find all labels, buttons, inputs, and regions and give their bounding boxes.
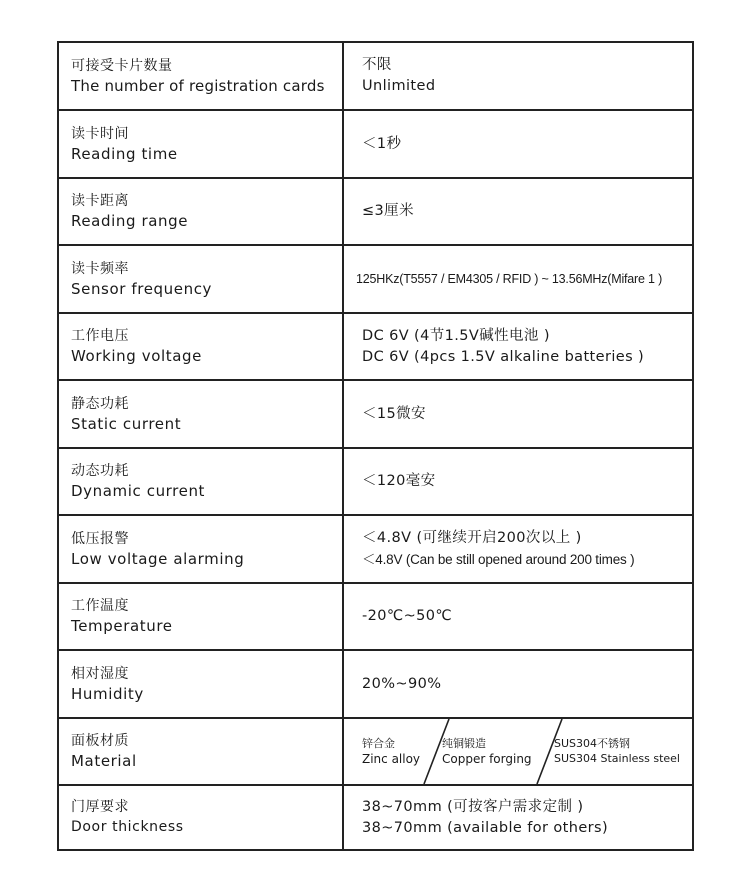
spec-value xyxy=(344,516,692,582)
material-stainless-steel xyxy=(554,719,680,784)
spec-row-reading-time xyxy=(59,111,692,179)
spec-row-sensor-frequency xyxy=(59,246,692,314)
label-en: Temperature xyxy=(71,617,173,635)
value-line: 20%~90% xyxy=(362,675,442,692)
spec-label xyxy=(59,516,342,582)
label-zh: 可接受卡片数量 xyxy=(71,57,173,74)
spec-value xyxy=(344,43,692,109)
value-line-en: Unlimited xyxy=(362,78,436,94)
label-en: The number of registration cards xyxy=(71,76,325,95)
value-line-en: DC 6V (4pcs 1.5V alkaline batteries ) xyxy=(362,348,645,365)
label-zh: 低压报警 xyxy=(71,530,129,547)
spec-row-temperature xyxy=(59,584,692,651)
spec-row-low-voltage-alarm xyxy=(59,516,692,584)
spec-row-door-thickness xyxy=(59,786,692,849)
label-zh: 面板材质 xyxy=(71,733,129,749)
spec-value xyxy=(344,651,692,717)
spec-label xyxy=(59,314,342,379)
label-en: Reading range xyxy=(71,212,189,230)
spec-label xyxy=(59,43,342,109)
label-en: Door thickness xyxy=(71,819,184,835)
spec-value xyxy=(344,381,692,447)
material-options xyxy=(344,719,692,784)
spec-label xyxy=(59,786,342,849)
spec-row-registration-cards xyxy=(59,43,692,111)
spec-label xyxy=(59,449,342,514)
spec-row-material xyxy=(59,719,692,786)
label-zh: 读卡距离 xyxy=(71,193,129,209)
spec-label xyxy=(59,651,342,717)
spec-value xyxy=(344,246,692,312)
material-zh: SUS304不锈钢 xyxy=(554,737,631,750)
label-en: Material xyxy=(71,752,137,770)
spec-row-reading-range xyxy=(59,179,692,246)
label-zh: 工作电压 xyxy=(71,328,129,344)
label-en: Static current xyxy=(71,414,182,433)
label-zh: 门厚要求 xyxy=(71,799,129,815)
label-zh: 动态功耗 xyxy=(71,463,129,479)
spec-label xyxy=(59,111,342,177)
material-en: Zinc alloy xyxy=(362,752,421,766)
value-line: ＜1秒 xyxy=(362,135,402,152)
spec-row-humidity xyxy=(59,651,692,719)
label-zh: 相对湿度 xyxy=(71,665,129,682)
value-line: ≤3厘米 xyxy=(362,203,414,219)
material-en: SUS304 Stainless steel xyxy=(554,752,680,765)
value-line: 125HKz(T5557 / EM4305 / RFID ) ~ 13.56MHz(Mifare 1 ) xyxy=(356,271,663,286)
value-line-zh: DC 6V (4节1.5V碱性电池 ) xyxy=(362,327,550,344)
spec-label xyxy=(59,246,342,312)
label-zh: 静态功耗 xyxy=(71,395,129,412)
spec-label xyxy=(59,584,342,649)
label-zh: 工作温度 xyxy=(71,598,129,614)
spec-label xyxy=(59,179,342,244)
material-zinc-alloy xyxy=(362,719,420,784)
value-line: -20℃~50℃ xyxy=(362,608,453,624)
value-line-zh: 38~70mm (可按客户需求定制 ) xyxy=(362,798,584,815)
spec-value xyxy=(344,111,692,177)
value-line-en: ＜4.8V (Can be still opened around 200 times ) xyxy=(362,552,635,567)
value-line: ＜120毫安 xyxy=(362,473,436,489)
spec-row-static-current xyxy=(59,381,692,449)
material-copper-forging xyxy=(442,719,532,784)
spec-value xyxy=(344,786,692,849)
spec-row-dynamic-current xyxy=(59,449,692,516)
spec-value xyxy=(344,179,692,244)
spec-table xyxy=(57,41,694,851)
label-en: Dynamic current xyxy=(71,482,206,500)
value-line-zh: ＜4.8V (可继续开启200次以上 ) xyxy=(362,530,582,546)
value-line-zh: 不限 xyxy=(362,57,392,73)
spec-value xyxy=(344,314,692,379)
label-en: Working voltage xyxy=(71,347,202,365)
value-line: ＜15微安 xyxy=(362,405,426,422)
material-zh: 锌合金 xyxy=(362,737,395,750)
material-zh: 纯铜锻造 xyxy=(442,737,486,750)
value-line-en: 38~70mm (available for others) xyxy=(362,819,609,836)
label-en: Low voltage alarming xyxy=(71,549,245,568)
label-en: Humidity xyxy=(71,684,144,703)
spec-label xyxy=(59,381,342,447)
label-en: Sensor frequency xyxy=(71,279,213,298)
spec-value xyxy=(344,449,692,514)
spec-value xyxy=(344,584,692,649)
label-en: Reading time xyxy=(71,144,178,163)
label-zh: 读卡频率 xyxy=(71,260,129,277)
material-en: Copper forging xyxy=(442,752,532,766)
label-zh: 读卡时间 xyxy=(71,125,129,142)
spec-label xyxy=(59,719,342,784)
spec-row-working-voltage xyxy=(59,314,692,381)
